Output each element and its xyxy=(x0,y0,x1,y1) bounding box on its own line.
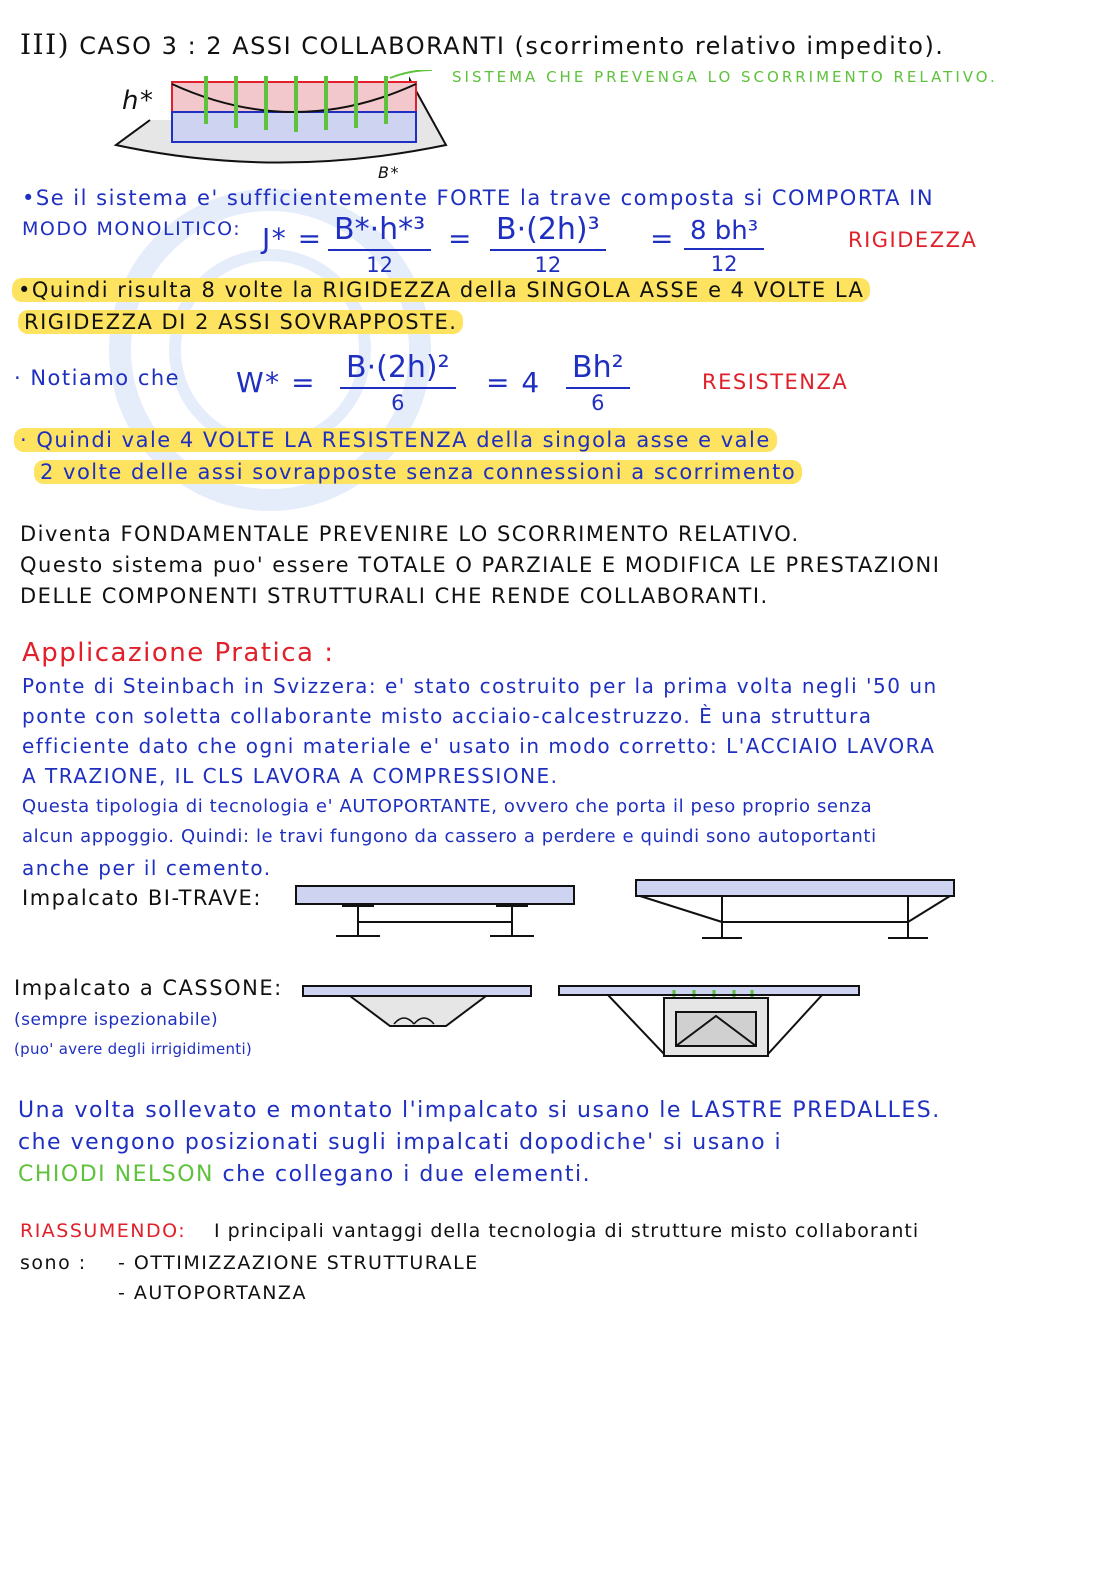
section-heading xyxy=(20,28,944,61)
heading-numeral: III) xyxy=(20,28,71,61)
fraction-denominator: 12 xyxy=(534,253,562,277)
fraction-numerator: B*·h*³ xyxy=(328,212,431,251)
para2-line2 xyxy=(18,310,463,334)
deck-slab xyxy=(636,880,954,896)
diagram-annotation: SISTEMA CHE PREVENGA LO SCORRIMENTO RELATIVO. xyxy=(452,68,998,86)
equals-four: = 4 xyxy=(486,366,541,399)
equals-sign: = xyxy=(448,222,473,255)
rigidezza-tag: RIGIDEZZA xyxy=(848,228,978,252)
cassone-note1: (sempre ispezionabile) xyxy=(14,1010,219,1030)
fraction-denominator: 6 xyxy=(591,391,605,415)
fraction-8bh3 xyxy=(684,216,764,276)
para1-line1: •Se il sistema e' sufficientemente FORTE la trave composta si COMPORTA IN xyxy=(22,186,935,210)
j-star-label: J* = xyxy=(262,222,323,255)
para5-line2: Questo sistema puo' essere TOTALE O PARZIALE E MODIFICA LE PRESTAZIONI xyxy=(20,553,941,577)
application-line: efficiente dato che ogni materiale e' usato in modo corretto: L'ACCIAIO LAVORA xyxy=(22,734,936,758)
para5-line1: Diventa FONDAMENTALE PREVENIRE LO SCORRIMENTO RELATIVO. xyxy=(20,522,800,546)
summary-item: - AUTOPORTANZA xyxy=(118,1282,307,1304)
highlight: RIGIDEZZA DI 2 ASSI SOVRAPPOSTE. xyxy=(18,310,463,334)
para5-line3: DELLE COMPONENTI STRUTTURALI CHE RENDE COLLABORANTI. xyxy=(20,584,769,608)
fraction-numerator: B·(2h)³ xyxy=(490,212,606,251)
fraction-numerator: 8 bh³ xyxy=(684,216,764,250)
fraction-bh2 xyxy=(566,350,630,415)
lastre-line1: Una volta sollevato e montato l'impalcato si usano le LASTRE PREDALLES. xyxy=(18,1098,941,1123)
composite-beam-diagram xyxy=(110,70,470,190)
fraction-denominator: 12 xyxy=(710,252,738,276)
application-title: Applicazione Pratica : xyxy=(22,638,335,668)
bitrave-section-simple xyxy=(292,880,582,944)
equals-sign: = xyxy=(650,222,675,255)
application-line: anche per il cemento. xyxy=(22,856,272,880)
summary-title: RIASSUMENDO: xyxy=(20,1220,187,1242)
box-girder xyxy=(350,996,486,1026)
deck-slab xyxy=(296,886,574,904)
para4-line1 xyxy=(14,428,777,452)
fraction-denominator: 6 xyxy=(391,391,405,415)
highlight: · Quindi vale 4 VOLTE LA RESISTENZA della singola asse e vale xyxy=(14,428,777,452)
para2-line1 xyxy=(12,278,870,302)
box-girder-section-braced xyxy=(556,982,862,1060)
cassone-label: Impalcato a CASSONE: xyxy=(14,976,283,1000)
heading-text: CASO 3 : 2 ASSI COLLABORANTI (scorrimento relativo impedito). xyxy=(79,32,945,60)
para3-prefix: · Notiamo che xyxy=(14,366,181,390)
fraction-denominator: 12 xyxy=(366,253,393,277)
label-h-star: h* xyxy=(122,86,155,116)
highlight: •Quindi risulta 8 volte la RIGIDEZZA della SINGOLA ASSE e 4 VOLTE LA xyxy=(12,278,870,302)
para1-line2-prefix: MODO MONOLITICO: xyxy=(22,218,242,240)
bitrave-section-braced xyxy=(630,874,962,944)
summary-text: I principali vantaggi della tecnologia di strutture misto collaboranti xyxy=(214,1220,920,1242)
fraction-w-star xyxy=(340,350,456,415)
deck-slab xyxy=(303,986,531,996)
nelson-highlight: CHIODI NELSON xyxy=(18,1162,214,1187)
cassone-note2: (puo' avere degli irrigidimenti) xyxy=(14,1040,253,1058)
twin-girders xyxy=(336,904,534,936)
application-line: Questa tipologia di tecnologia e' AUTOPORTANTE, ovvero che porta il peso proprio senza xyxy=(22,796,873,817)
lastre-line3 xyxy=(18,1162,591,1187)
application-line: ponte con soletta collaborante misto acciaio-calcestruzzo. È una struttura xyxy=(22,704,873,728)
fraction-2h-cubed xyxy=(490,212,606,277)
label-b-star: B* xyxy=(378,163,400,182)
deck-slab xyxy=(559,986,859,995)
lastre-line2: che vengono posizionati sugli impalcati dopodiche' si usano i xyxy=(18,1130,783,1155)
fraction-numerator: Bh² xyxy=(566,350,630,389)
application-line: Ponte di Steinbach in Svizzera: e' stato costruito per la prima volta negli '50 un xyxy=(22,674,938,698)
fraction-numerator: B·(2h)² xyxy=(340,350,456,389)
lastre-line3-rest: che collegano i due elementi. xyxy=(222,1162,592,1187)
w-star-label: W* = xyxy=(236,366,317,399)
application-line: alcun appoggio. Quindi: le travi fungono da cassero a perdere e quindi sono autoportanti xyxy=(22,826,877,847)
summary-item: - OTTIMIZZAZIONE STRUTTURALE xyxy=(118,1252,479,1274)
application-line: A TRAZIONE, IL CLS LAVORA A COMPRESSIONE. xyxy=(22,764,559,788)
box-girder-section-simple xyxy=(300,982,534,1044)
resistenza-tag: RESISTENZA xyxy=(702,370,849,394)
summary-sono: sono : xyxy=(20,1252,87,1274)
para4-line2 xyxy=(34,460,802,484)
braced-girders xyxy=(640,896,950,938)
fraction-j-star xyxy=(328,212,431,277)
highlight: 2 volte delle assi sovrapposte senza connessioni a scorrimento xyxy=(34,460,802,484)
bitrave-label: Impalcato BI-TRAVE: xyxy=(22,886,262,910)
